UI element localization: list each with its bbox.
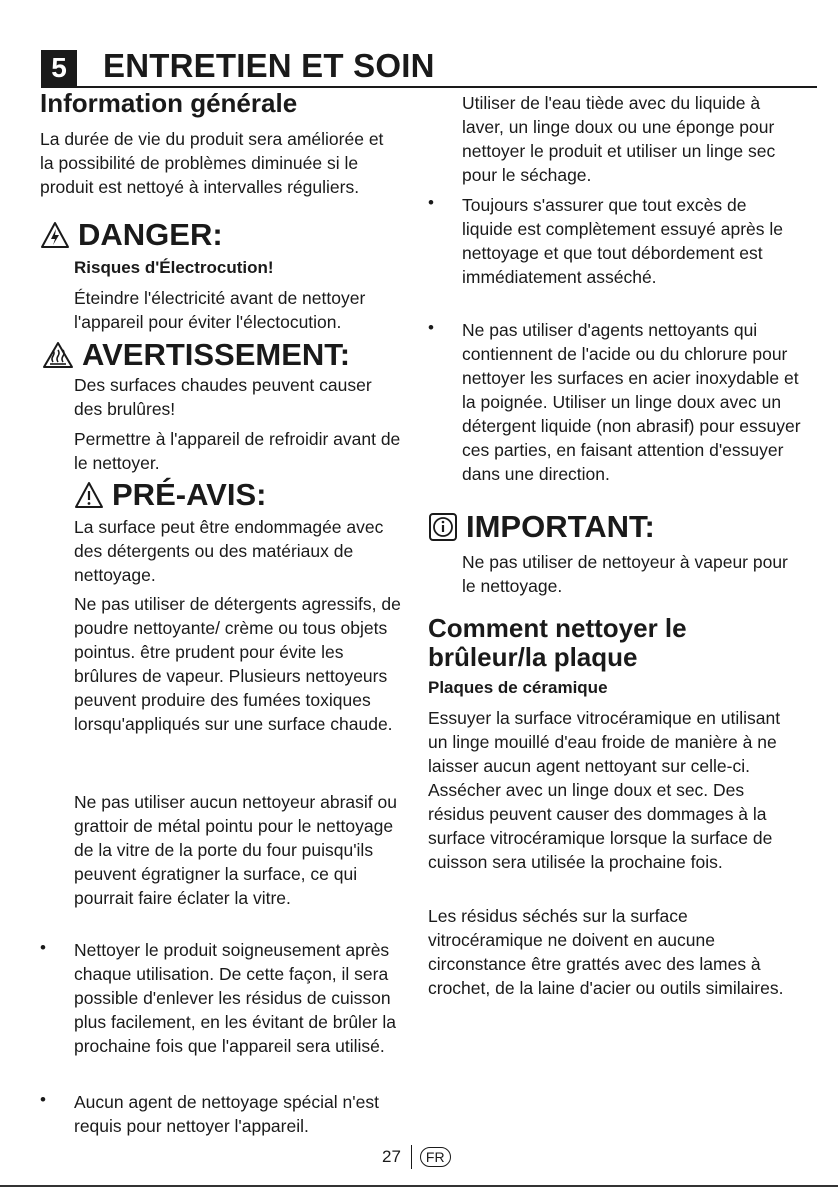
footer-divider [411, 1145, 412, 1169]
hot-surface-icon [42, 341, 74, 369]
page-number: 27 [382, 1147, 401, 1166]
page-footer [382, 1143, 451, 1171]
caution-text-3: Ne pas utiliser aucun nettoyeur abrasif ou grattoir de métal pointu pour le nettoyage de la vitre de la porte du four puisqu'ils peuvent égratigner la surface, ce qui pourrait faire éclater la vitre. [74, 792, 397, 908]
language-badge: FR [420, 1147, 451, 1167]
danger-heading [40, 217, 223, 253]
danger-text: Éteindre l'électricité avant de nettoyer l'appareil pour éviter l'électocution. [74, 288, 366, 332]
chapter-header [41, 47, 817, 90]
caution-text-2: Ne pas utiliser de détergents agressifs, de poudre nettoyante/ crème ou tous objets pointus. être prudent pour évite les brûlures de vapeur. Plusieurs nettoyeurs peuvent produire des fumées toxiques lorsqu'appliqués sur une surface chaude. [74, 594, 401, 734]
chapter-title: ENTRETIEN ET SOIN [103, 47, 435, 84]
caution-text-1: La surface peut être endommagée avec des détergents ou des matériaux de nettoyage. [74, 517, 384, 585]
subsection-title: Plaques de céramique [428, 678, 608, 697]
important-text: Ne pas utiliser de nettoyeur à vapeur pour le nettoyage. [462, 552, 788, 596]
bullet-marker [428, 318, 438, 338]
section-title: Comment nettoyer le brûleur/la plaque [428, 613, 687, 672]
continued-text: Utiliser de l'eau tiède avec du liquide à laver, un linge doux ou une éponge pour nettoyer le produit et utiliser un linge sec pour le séchage. [462, 93, 776, 185]
caution-heading [74, 477, 266, 513]
warning-label: AVERTISSEMENT: [82, 337, 351, 372]
left-bullet-1: Nettoyer le produit soigneusement après chaque utilisation. De cette façon, il sera possible d'enlever les résidus de cuisson plus facilement, en les évitant de brûler la prochaine fois que l'appareil sera utilisé. [74, 940, 396, 1056]
info-text: La durée de vie du produit sera améliorée et la possibilité de problèmes diminuée si le produit est nettoyé à intervalles réguliers. [40, 129, 384, 197]
bottom-rule [0, 1185, 838, 1187]
bullet-marker [428, 193, 438, 213]
warning-text-2: Permettre à l'appareil de refroidir avant de le nettoyer. [74, 429, 401, 473]
important-heading [428, 509, 655, 545]
danger-label: DANGER: [78, 217, 223, 252]
chapter-number: 5 [41, 50, 77, 86]
danger-subtitle: Risques d'Électrocution! [74, 258, 274, 277]
right-bullet-1: Toujours s'assurer que tout excès de liquide est complètement essuyé après le nettoyage et que tout débordement est immédiatement asséché. [462, 195, 784, 287]
left-bullet-2: Aucun agent de nettoyage spécial n'est requis pour nettoyer l'appareil. [74, 1092, 379, 1136]
important-label: IMPORTANT: [466, 509, 655, 544]
warning-heading [42, 337, 350, 373]
info-icon [428, 512, 458, 542]
ceramic-text-1: Essuyer la surface vitrocéramique en utilisant un linge mouillé d'eau froide de manière à ne laisser aucun agent nettoyant sur celle-ci. Assécher avec un linge doux et sec. Des résidus peuvent causer des dommages à la surface vitrocéramique lorsque la surface de cuisson sera utilisée la prochaine fois. [428, 708, 781, 872]
warning-text-1: Des surfaces chaudes peuvent causer des brulûres! [74, 375, 372, 419]
electric-warning-icon [40, 221, 70, 249]
caution-icon [74, 481, 104, 509]
bullet-marker [40, 1090, 50, 1110]
caution-label: PRÉ-AVIS: [112, 477, 267, 512]
info-title: Information générale [40, 88, 298, 118]
right-bullet-2: Ne pas utiliser d'agents nettoyants qui contiennent de l'acide ou du chlorure pour nettoyer les surfaces en acier inoxydable et la poignée. Utiliser un linge doux avec un détergent liquide (non abrasif) pour essuyer ces parties, en faisant attention d'essuyer dans une direction. [462, 320, 801, 484]
bullet-marker [40, 938, 50, 958]
ceramic-text-2: Les résidus séchés sur la surface vitrocéramique ne doivent en aucune circonstance être grattés avec des lames à crochet, de la laine d'acier ou outils similaires. [428, 906, 784, 998]
